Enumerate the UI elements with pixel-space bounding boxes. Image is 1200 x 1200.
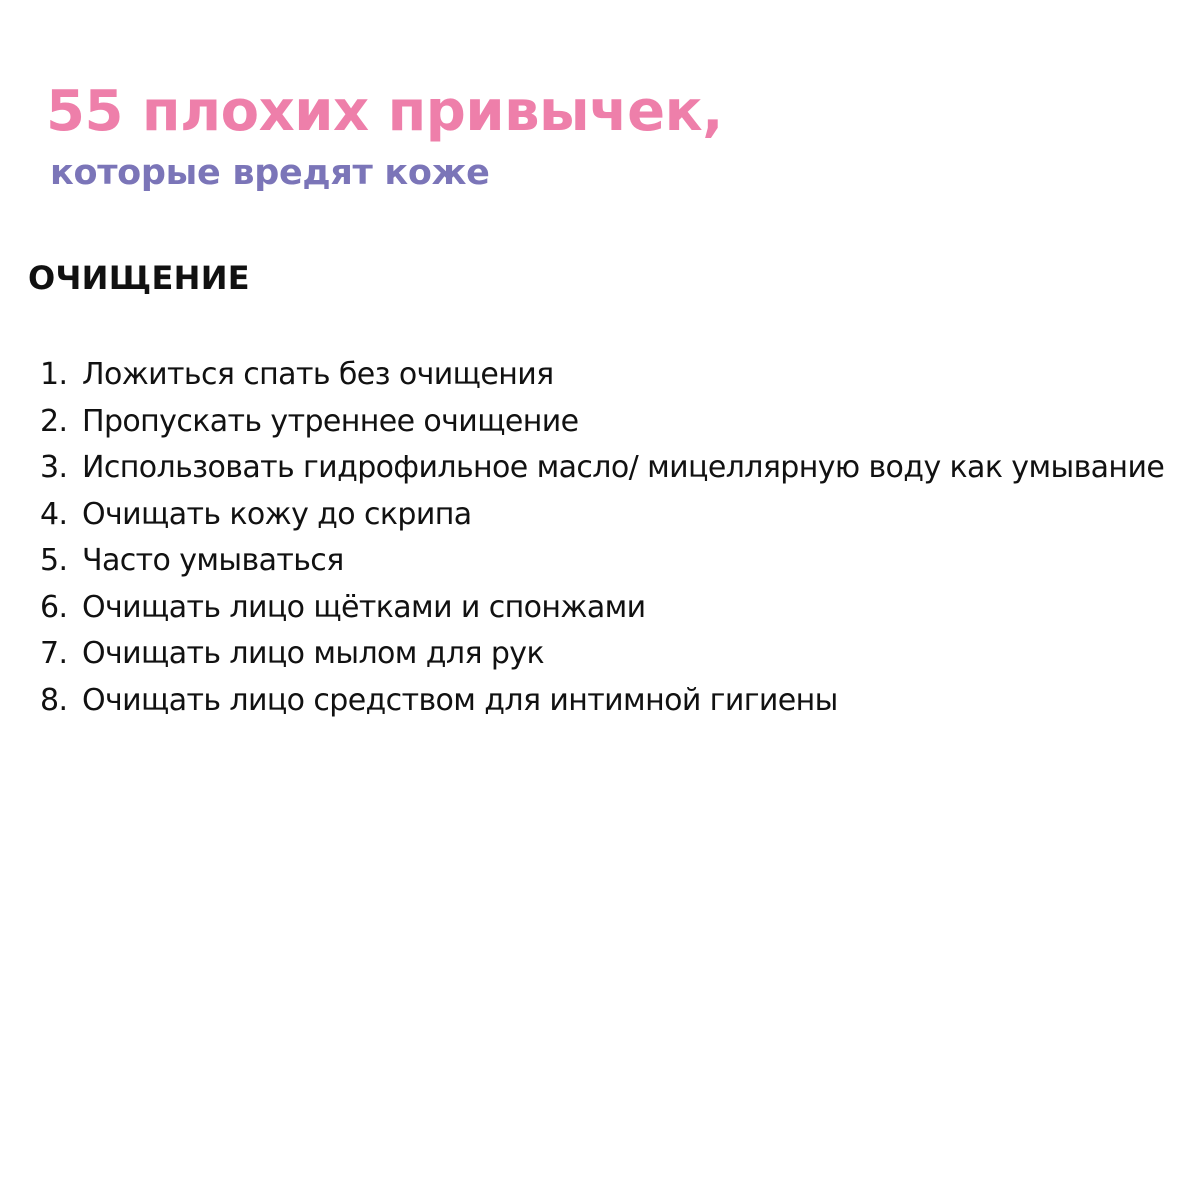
list-item-text: Очищать лицо мылом для рук	[82, 636, 544, 671]
list-item-number: 8.	[40, 682, 68, 718]
page-subtitle: которые вредят коже	[50, 153, 490, 193]
list-item-text: Очищать лицо щётками и спонжами	[82, 589, 646, 625]
list-item	[40, 495, 1164, 542]
list-item-number: 3.	[40, 450, 68, 485]
page-title: 55 плохих привычек,	[46, 79, 723, 144]
list-item-number: 4.	[40, 496, 68, 532]
list-item-number: 5.	[40, 543, 68, 578]
list-item-text: Часто умываться	[82, 543, 344, 578]
list-item-number: 1.	[40, 357, 68, 392]
list-item	[40, 355, 1164, 402]
list-item	[40, 681, 1164, 728]
list-item	[40, 541, 1164, 588]
list-item	[40, 634, 1164, 681]
list-item-number: 7.	[40, 636, 68, 671]
list-item-number: 2.	[40, 403, 68, 439]
section-heading: ОЧИЩЕНИЕ	[28, 259, 250, 297]
list-item-text: Пропускать утреннее очищение	[82, 403, 579, 439]
list-item-text: Очищать лицо средством для интимной гигиены	[82, 682, 838, 718]
list-item-number: 6.	[40, 589, 68, 625]
habit-list	[40, 355, 1164, 727]
list-item-text: Использовать гидрофильное масло/ мицеллярную воду как умывание	[82, 450, 1165, 485]
list-item	[40, 448, 1164, 495]
list-item	[40, 402, 1164, 449]
list-item-text: Очищать кожу до скрипа	[82, 496, 472, 532]
list-item	[40, 588, 1164, 635]
list-item-text: Ложиться спать без очищения	[82, 357, 554, 392]
